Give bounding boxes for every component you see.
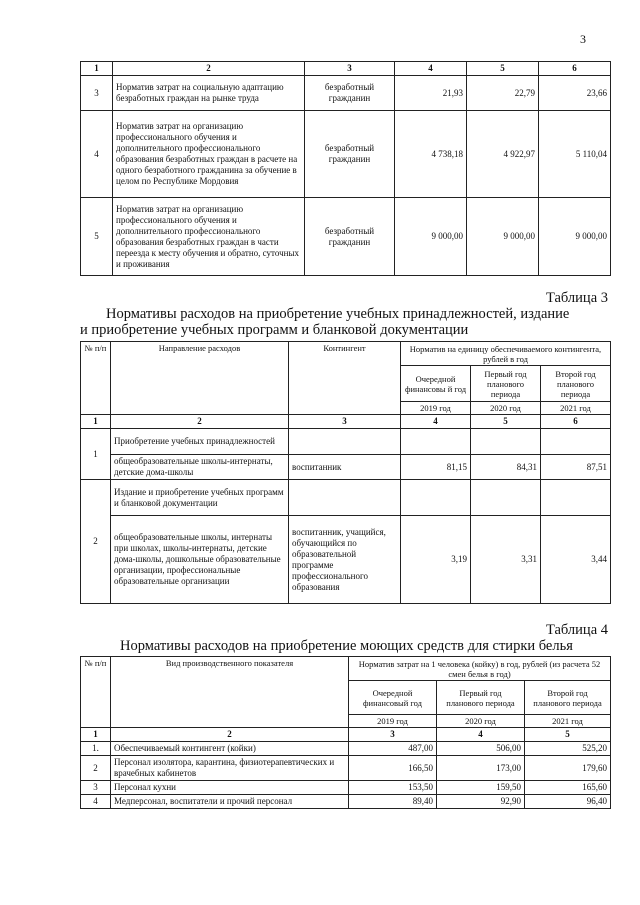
row-name: Норматив затрат на организацию профессионального обучения и дополнительного профессионального образования безработных граждан в части переезда к месту обучения и обратно, суточных и проживания xyxy=(113,198,305,276)
row-value-2020: 92,90 xyxy=(437,795,525,809)
header-contingent: Контингент xyxy=(289,342,401,415)
col-num: 4 xyxy=(401,415,471,429)
row-value-2020: 173,00 xyxy=(437,756,525,781)
row-number: 5 xyxy=(81,198,113,276)
row-number: 1 xyxy=(81,429,111,480)
year-2019: 2019 год xyxy=(401,402,471,415)
row-contingent: безработный гражданин xyxy=(305,198,395,276)
row-value-2020: 3,31 xyxy=(471,516,541,604)
year-2019: 2019 год xyxy=(349,715,437,728)
row-number: 4 xyxy=(81,111,113,198)
row-name: Персонал изолятора, карантина, физиотерапевтических и врачебных кабинетов xyxy=(111,756,349,781)
col-num: 1 xyxy=(81,415,111,429)
table-3-title-line1: Нормативы расходов на приобретение учебных принадлежностей, издание xyxy=(106,306,570,322)
row-value-2021: 525,20 xyxy=(525,742,611,756)
year-2021: 2021 год xyxy=(541,402,611,415)
row-value-2019: 21,93 xyxy=(395,76,467,111)
header-year1: Очередной финансовы й год xyxy=(401,366,471,402)
table-4 xyxy=(80,656,611,809)
row-value-2019: 4 738,18 xyxy=(395,111,467,198)
row-value-2019: 3,19 xyxy=(401,516,471,604)
header-kind: Вид производственного показателя xyxy=(111,657,349,728)
column-numbers-row xyxy=(81,62,611,76)
table-row xyxy=(81,455,611,480)
table-row xyxy=(81,111,611,198)
page-number: 3 xyxy=(580,32,586,46)
row-value-2020: 9 000,00 xyxy=(467,198,539,276)
col-num: 1 xyxy=(81,62,113,76)
header-number: № п/п xyxy=(81,342,111,415)
col-num: 1 xyxy=(81,728,111,742)
header-year2: Первый год планового периода xyxy=(471,366,541,402)
row-contingent: воспитанник xyxy=(289,455,401,480)
col-num: 5 xyxy=(525,728,611,742)
row-name: Норматив затрат на организацию профессионального обучения и дополнительного профессионального образования безработных граждан в расчете на одного безработного гражданина за обучение в целом по Республике Мордовия xyxy=(113,111,305,198)
table-row xyxy=(81,742,611,756)
header-direction: Направление расходов xyxy=(111,342,289,415)
table-row xyxy=(81,429,611,455)
row-contingent: безработный гражданин xyxy=(305,111,395,198)
row-value-2019: 166,50 xyxy=(349,756,437,781)
col-num: 4 xyxy=(395,62,467,76)
row-number: 2 xyxy=(81,756,111,781)
header-number: № п/п xyxy=(81,657,111,728)
header-norm: Норматив затрат на 1 человека (койку) в год, рублей (из расчета 52 смен белья в год) xyxy=(349,657,611,681)
row-value-2020: 84,31 xyxy=(471,455,541,480)
row-value-2019: 89,40 xyxy=(349,795,437,809)
row-value-2020: 159,50 xyxy=(437,781,525,795)
table-row xyxy=(81,198,611,276)
year-2020: 2020 год xyxy=(437,715,525,728)
header-year1: Очередной финансовый год xyxy=(349,681,437,715)
row-contingent: безработный гражданин xyxy=(305,76,395,111)
header-norm: Норматив на единицу обеспечиваемого контингента, рублей в год xyxy=(401,342,611,366)
table-3-title-line2: и приобретение учебных программ и бланковой документации xyxy=(80,322,469,338)
year-2021: 2021 год xyxy=(525,715,611,728)
table-3-label: Таблица 3 xyxy=(545,290,608,306)
row-name: Обеспечиваемый контингент (койки) xyxy=(111,742,349,756)
row-value-2021: 3,44 xyxy=(541,516,611,604)
header-year3: Второй год планового периода xyxy=(541,366,611,402)
row-subgroup: общеобразовательные школы-интернаты, детские дома-школы xyxy=(111,455,289,480)
row-value-2021: 23,66 xyxy=(539,76,611,111)
row-name: Персонал кухни xyxy=(111,781,349,795)
row-name: Приобретение учебных принадлежностей xyxy=(111,429,289,455)
row-number: 1. xyxy=(81,742,111,756)
row-contingent: воспитанник, учащийся, обучающийся по образовательной программе профессионального образования xyxy=(289,516,401,604)
row-name: Норматив затрат на социальную адаптацию безработных граждан на рынке труда xyxy=(113,76,305,111)
row-value-2020: 506,00 xyxy=(437,742,525,756)
col-num: 3 xyxy=(349,728,437,742)
row-value-2019: 81,15 xyxy=(401,455,471,480)
row-value-2021: 5 110,04 xyxy=(539,111,611,198)
header-year3: Второй год планового периода xyxy=(525,681,611,715)
table-row xyxy=(81,795,611,809)
column-numbers-row xyxy=(81,415,611,429)
col-num: 4 xyxy=(437,728,525,742)
table-2-continuation xyxy=(80,61,611,276)
row-value-2021: 179,60 xyxy=(525,756,611,781)
row-value-2021: 9 000,00 xyxy=(539,198,611,276)
table-row xyxy=(81,756,611,781)
row-number: 3 xyxy=(81,781,111,795)
table-row xyxy=(81,516,611,604)
row-subgroup: общеобразовательные школы, интернаты при школах, школы-интернаты, детские дома-школы, дошкольные образовательные организации, профессиональные образовательные организации xyxy=(111,516,289,604)
column-numbers-row xyxy=(81,728,611,742)
row-value-2021: 165,60 xyxy=(525,781,611,795)
row-value-2020: 4 922,97 xyxy=(467,111,539,198)
col-num: 3 xyxy=(289,415,401,429)
row-name: Издание и приобретение учебных программ и бланковой документации xyxy=(111,480,289,516)
table-row xyxy=(81,480,611,516)
col-num: 6 xyxy=(541,415,611,429)
col-num: 6 xyxy=(539,62,611,76)
table-row xyxy=(81,76,611,111)
col-num: 2 xyxy=(113,62,305,76)
row-number: 3 xyxy=(81,76,113,111)
col-num: 3 xyxy=(305,62,395,76)
row-value-2021: 87,51 xyxy=(541,455,611,480)
row-value-2019: 153,50 xyxy=(349,781,437,795)
table-3 xyxy=(80,341,611,604)
row-value-2020: 22,79 xyxy=(467,76,539,111)
row-number: 4 xyxy=(81,795,111,809)
header-year2: Первый год планового периода xyxy=(437,681,525,715)
table-4-title: Нормативы расходов на приобретение моющих средств для стирки белья xyxy=(120,638,573,654)
year-2020: 2020 год xyxy=(471,402,541,415)
row-value-2021: 96,40 xyxy=(525,795,611,809)
row-value-2019: 487,00 xyxy=(349,742,437,756)
col-num: 2 xyxy=(111,728,349,742)
table-row xyxy=(81,781,611,795)
col-num: 5 xyxy=(471,415,541,429)
col-num: 5 xyxy=(467,62,539,76)
row-name: Медперсонал, воспитатели и прочий персонал xyxy=(111,795,349,809)
row-number: 2 xyxy=(81,480,111,604)
col-num: 2 xyxy=(111,415,289,429)
row-value-2019: 9 000,00 xyxy=(395,198,467,276)
table-4-label: Таблица 4 xyxy=(545,622,608,638)
